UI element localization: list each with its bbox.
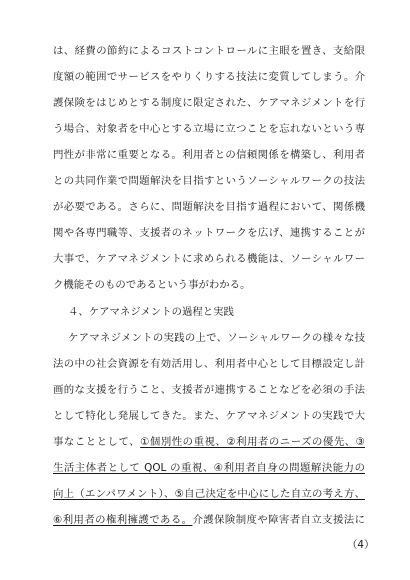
underlined-line: 生活主体者として QOL の重視、④利用者自身の問題解決能力の	[53, 462, 365, 474]
underlined-line: 向上（エンパワメント）、⑤自己決定を中心にした自立の考え方、	[53, 488, 365, 500]
body-line: ケアマネジメントの実践の上で、ソーシャルワークの様々な技	[68, 332, 365, 344]
body-line: が必要である。さらに、問題解決を目指す過程において、関係機	[53, 201, 365, 213]
body-line: 大事で、ケアマネジメントに求められる機能は、ソーシャルワー	[53, 253, 365, 265]
section-heading: ４、ケアマネジメントの過程と実践	[68, 306, 234, 318]
body-line: ク機能そのものであるという事がわかる。	[53, 279, 251, 291]
body-text: 介護保険制度や障害者自立支援法に	[192, 514, 365, 526]
body-line: 度額の範囲でサービスをやりくりする技法に変質してしまう。介	[53, 71, 365, 83]
body-line	[53, 513, 365, 527]
underlined-text: ①個別性の重視、②利用者のニーズの優先、③	[140, 436, 365, 448]
body-line: との共同作業で問題解決を目指すというソーシャルワークの技法	[53, 175, 365, 187]
body-line: 門性が非常に重要となる。利用者との信頼関係を構築し、利用者	[53, 149, 365, 161]
body-line: 関や各専門職等、支援者のネットワークを広げ、連携することが	[53, 227, 365, 239]
body-text: 事なこととして、	[53, 436, 141, 448]
body-line: として特化し発展してきた。また、ケアマネジメントの実践で大	[53, 410, 365, 422]
body-line: う場合、対象者を中心とする立場に立つことを忘れないという専	[53, 123, 365, 135]
body-line	[53, 435, 365, 449]
page-number: （4）	[347, 539, 375, 551]
body-line: 護保険をはじめとする制度に限定された、ケアマネジメントを行	[53, 97, 365, 109]
body-line: 法の中の社会資源を有効活用し、利用者中心として目標設定し計	[53, 358, 365, 370]
body-line: は、経費の節約によるコストコントロールに主眼を置き、支給限	[53, 45, 365, 57]
body-line: 画的な支援を行うこと、支援者が連携することなどを必須の手法	[53, 384, 365, 396]
underlined-text: ⑥利用者の権利擁護である。	[53, 514, 193, 526]
